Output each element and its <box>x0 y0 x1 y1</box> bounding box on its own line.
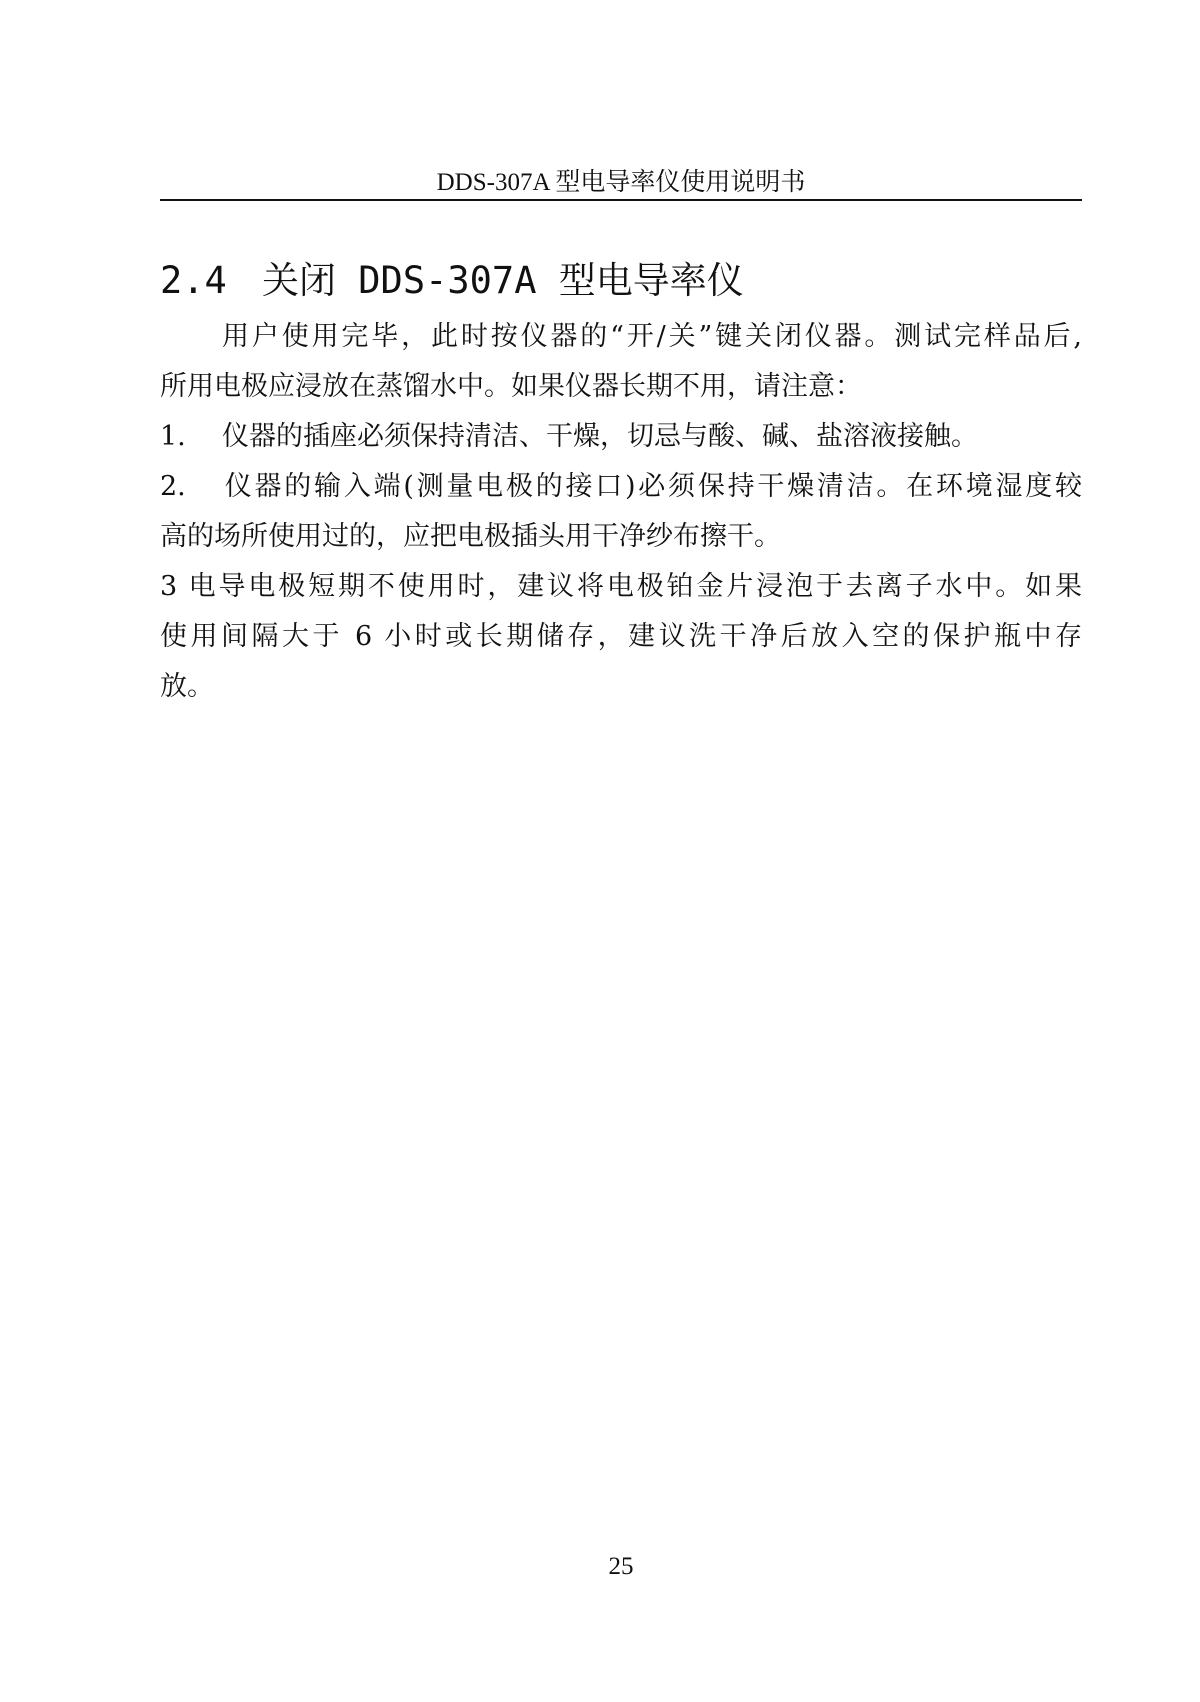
list-item-3-continued: 放。 <box>160 671 214 702</box>
section-heading <box>160 256 1082 306</box>
paragraph-line: 用户使用完毕，此时按仪器的“开/关”键关闭仪器。测试完样品后, <box>222 321 1082 352</box>
section-title: 关闭 DDS-307A 型电导率仪 <box>262 259 744 302</box>
page-number: 25 <box>608 1553 634 1580</box>
document-body <box>160 312 1082 712</box>
header-divider <box>160 199 1082 201</box>
list-item-text: 仪器的插座必须保持清洁、干燥，切忌与酸、碱、盐溶液接触。 <box>222 421 978 452</box>
list-number: 1. <box>160 421 186 452</box>
list-item-2 <box>160 462 1082 512</box>
list-item-1 <box>160 412 1082 462</box>
list-item-2-continued: 高的场所使用过的，应把电极插头用干净纱布擦干。 <box>160 521 781 552</box>
page-header: DDS-307A 型电导率仪使用说明书 <box>436 169 806 196</box>
list-item-text: 仪器的输入端(测量电极的接口)必须保持干燥清洁。在环境湿度较 <box>222 471 1082 502</box>
list-item-3-continued: 使用间隔大于 6 小时或长期储存，建议洗干净后放入空的保护瓶中存 <box>160 621 1082 652</box>
paragraph-line: 所用电极应浸放在蒸馏水中。如果仪器长期不用，请注意： <box>160 371 862 402</box>
list-number: 2. <box>160 471 186 502</box>
list-item-3: 3 电导电极短期不使用时，建议将电极铂金片浸泡于去离子水中。如果 <box>160 571 1082 602</box>
section-number: 2.4 <box>160 259 227 302</box>
